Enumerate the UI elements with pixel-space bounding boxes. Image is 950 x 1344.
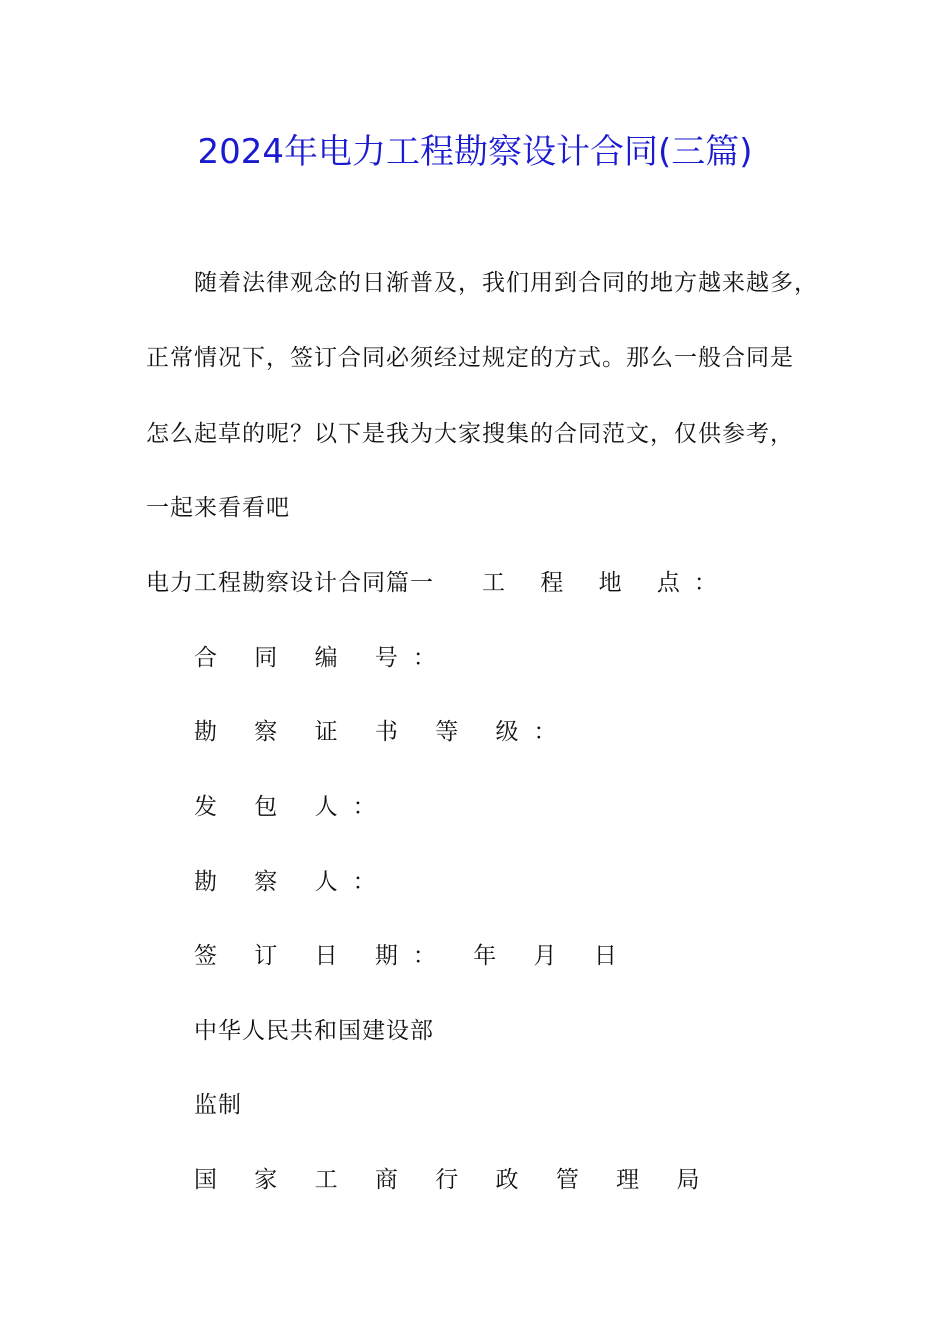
issuer-ministry: 中华人民共和国建设部: [194, 1018, 434, 1044]
intro-line-3: 怎么起草的呢？以下是我为大家搜集的合同范文，仅供参考，: [146, 421, 794, 447]
surveyor-label: 勘 察 人：: [194, 869, 391, 895]
issuer-administration: 国 家 工 商 行 政 管 理 局: [194, 1167, 715, 1193]
project-location-label: 工 程 地 点：: [482, 570, 731, 596]
intro-line-4: 一起来看看吧: [146, 495, 290, 521]
section-heading-row: [146, 568, 731, 598]
intro-line-1: 随着法律观念的日渐普及，我们用到合同的地方越来越多，: [194, 270, 818, 296]
survey-certificate-level-label: 勘 察 证 书 等 级：: [194, 719, 572, 745]
signing-date-label: 签 订 日 期： 年 月 日: [194, 943, 632, 969]
section-heading: 电力工程勘察设计合同篇一: [146, 570, 434, 596]
document-title: 2024年电力工程勘察设计合同(三篇): [197, 132, 753, 172]
issuer-supervised: 监制: [194, 1092, 242, 1118]
employer-label: 发 包 人：: [194, 794, 391, 820]
contract-number-label: 合 同 编 号：: [194, 645, 451, 671]
intro-line-2: 正常情况下，签订合同必须经过规定的方式。那么一般合同是: [146, 345, 794, 371]
